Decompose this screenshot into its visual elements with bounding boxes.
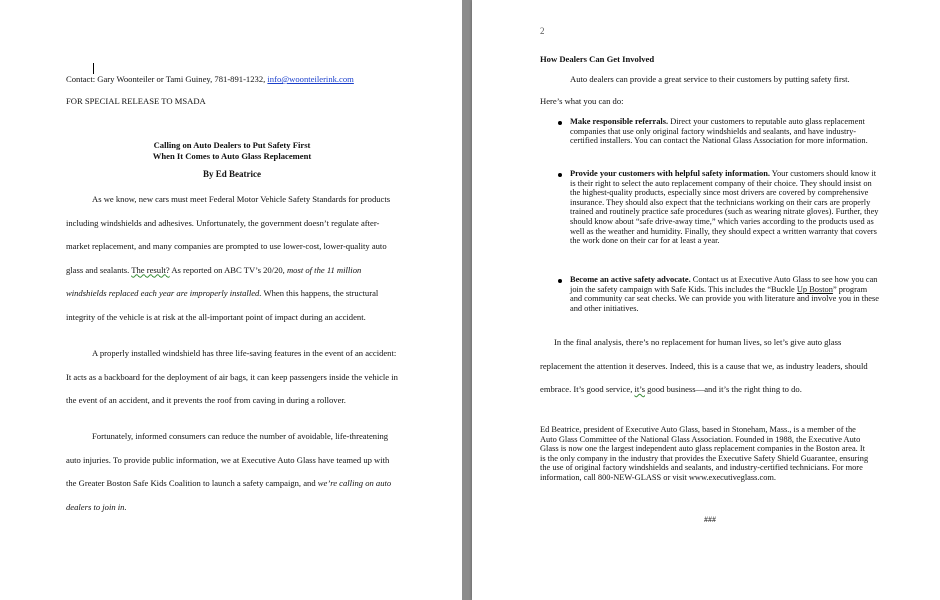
- page-number: 2: [540, 26, 545, 36]
- final-paragraph: In the final analysis, there’s no replacement for human lives, so let’s give auto glass replacement the attention it deserves. Indeed, this is a cause that we, as industry leaders, should embrace. It’s good service, it’s good business—and it’s the right thing to do.: [540, 337, 868, 394]
- paragraph-3: Fortunately, informed consumers can reduce the number of avoidable, life-threatening auto injuries. To provide public information, we at Executive Auto Glass have teamed up with the Greater Boston Safe Kids Coalition to launch a safety campaign, and we’re calling on auto dealers to join in.: [66, 431, 392, 512]
- byline: By Ed Beatrice: [203, 169, 261, 179]
- title-line-1: Calling on Auto Dealers to Put Safety First: [153, 140, 311, 150]
- paragraph-1: As we know, new cars must meet Federal Motor Vehicle Safety Standards for products including windshields and adhesives. Unfortunately, the government doesn’t regulate after-market replacement, and many companies are prompted to use lower-cost, lower-quality auto glass and sealants. The result? As reported on ABC TV’s 20/20, most of the 11 million windshields replaced each year are improperly installed. When this happens, the structural integrity of the vehicle is at risk at the all-important point of impact during an accident.: [66, 194, 391, 322]
- title-line-2: When It Comes to Auto Glass Replacement: [152, 151, 312, 161]
- intro-line: Auto dealers can provide a great service to their customers by putting safety first.: [570, 74, 850, 84]
- document-page-1[interactable]: [0, 0, 462, 600]
- here-line: Here’s what you can do:: [540, 96, 624, 106]
- contact-text: Contact: Gary Woonteiler or Tami Guiney, 781-891-1232,: [66, 74, 268, 84]
- document-page-2[interactable]: [472, 0, 940, 600]
- contact-line: [66, 74, 354, 84]
- author-bio: Ed Beatrice, president of Executive Auto Glass, based in Stoneham, Mass., is a member of the Auto Glass Committee of the National Glass Association. Founded in 1988, the Executive Auto Glass is now one the largest independent auto glass replacement companies in the Boston area. It is the only company in the industry that provides the Executive Safety Shield Guarantee, ensuring the use of original factory windshields and sealants, and industry-certified technicians. For more information, call 800-NEW-GLASS or visit www.executiveglass.com.: [540, 425, 869, 482]
- bullet-3-marker: [558, 279, 562, 283]
- bullet-1-marker: [558, 121, 562, 125]
- end-mark: ###: [704, 515, 716, 524]
- contact-email-link[interactable]: info@woonteilerink.com: [267, 74, 354, 84]
- bullet-2-marker: [558, 173, 562, 177]
- bullet-1: Make responsible referrals. Direct your customers to reputable auto glass replacement companies that use only original factory windshields and sealants, and have industry-certified installers. You can contact the National Glass Association for more information.: [570, 117, 868, 146]
- page-separator: [462, 0, 472, 600]
- text-cursor: [93, 63, 94, 74]
- paragraph-2: A properly installed windshield has three life-saving features in the event of an accident: It acts as a backboard for the deployment of air bags, it can keep passengers inside the vehicle in the event of an accident, and it prevents the roof from caving in during a rollover.: [66, 348, 398, 405]
- section-heading: How Dealers Can Get Involved: [540, 54, 655, 64]
- release-line: FOR SPECIAL RELEASE TO MSADA: [66, 96, 206, 106]
- bullet-2: Provide your customers with helpful safety information. Your customers should know it is their right to select the auto replacement company of their choice. They should insist on the highest-quality products, especially since most drivers are covered by comprehensive insurance. They should also expect that the technicians working on their cars are properly trained and routinely practice safe procedures (such as wearing nitrate gloves). Further, they should know about “safe drive-away time,” which varies according to the products used as well as the weather and humidity. Finally, they should expect a written warranty that covers the work done on their car for at least a year.: [570, 169, 879, 246]
- bullet-3: Become an active safety advocate. Contact us at Executive Auto Glass to see how you can join the safety campaign with Safe Kids. This includes the “Buckle Up Boston” program and community car seat checks. We can provide you with literature and involve you in these and other initiatives.: [570, 275, 879, 313]
